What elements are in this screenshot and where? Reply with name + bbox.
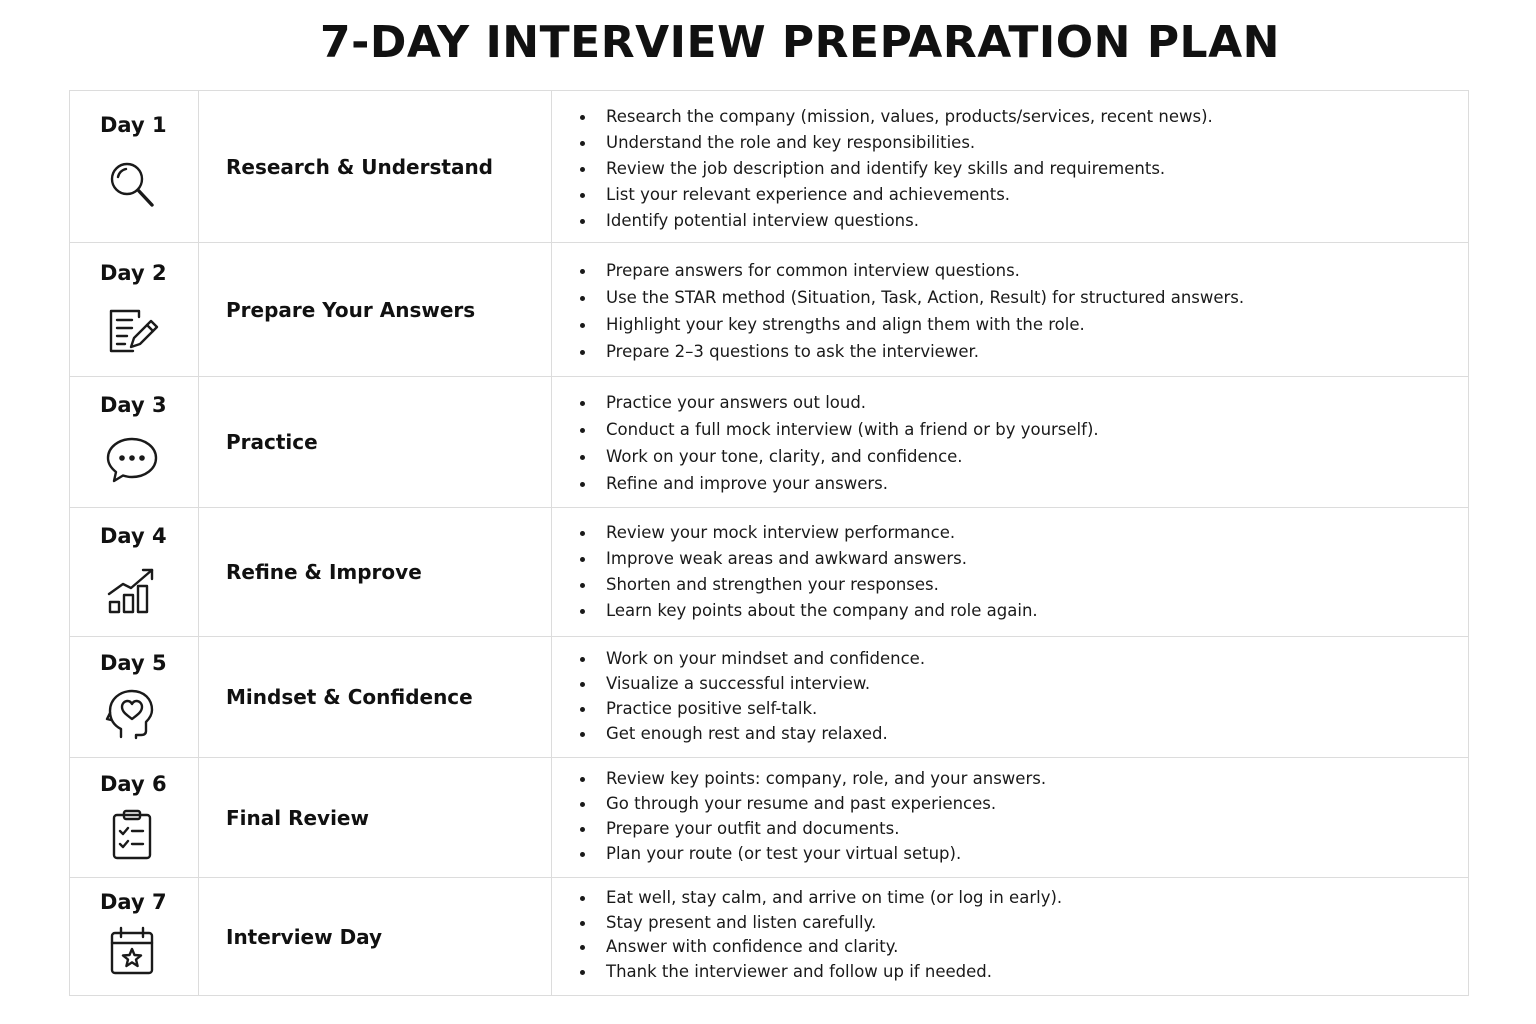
topic-label: Practice [226, 430, 318, 454]
task-list [576, 389, 1099, 497]
day-label: Day 5 [100, 651, 167, 675]
list-item: Go through your resume and past experiences. [576, 791, 1046, 816]
list-item: Conduct a full mock interview (with a friend or by yourself). [576, 416, 1099, 443]
topic-cell [199, 758, 552, 877]
list-item: Highlight your key strengths and align them with the role. [576, 311, 1244, 338]
day-label: Day 2 [100, 261, 167, 285]
list-item: Use the STAR method (Situation, Task, Action, Result) for structured answers. [576, 284, 1244, 311]
list-item: Improve weak areas and awkward answers. [576, 546, 1038, 572]
topic-cell [199, 377, 552, 507]
topic-label: Mindset & Confidence [226, 685, 473, 709]
list-item: Identify potential interview questions. [576, 208, 1213, 234]
list-item: Prepare 2–3 questions to ask the interviewer. [576, 338, 1244, 365]
task-list [576, 766, 1046, 866]
day-cell [70, 91, 199, 242]
list-item: Refine and improve your answers. [576, 470, 1099, 497]
list-item: Learn key points about the company and role again. [576, 598, 1038, 624]
topic-cell [199, 91, 552, 242]
list-item: Prepare answers for common interview questions. [576, 257, 1244, 284]
list-item: Answer with confidence and clarity. [576, 935, 1062, 960]
list-item: List your relevant experience and achievements. [576, 182, 1213, 208]
table-row [70, 637, 1468, 758]
table-row [70, 243, 1468, 377]
clipboard-checklist-icon [105, 808, 159, 862]
day-label: Day 1 [100, 113, 167, 137]
topic-cell [199, 243, 552, 376]
topic-cell [199, 878, 552, 995]
tasks-cell [552, 878, 1468, 995]
magnifying-glass-icon [105, 157, 159, 211]
list-item: Eat well, stay calm, and arrive on time (or log in early). [576, 886, 1062, 911]
topic-label: Prepare Your Answers [226, 297, 476, 322]
table-row [70, 377, 1468, 508]
list-item: Thank the interviewer and follow up if needed. [576, 960, 1062, 985]
tasks-cell [552, 91, 1468, 242]
tasks-cell [552, 758, 1468, 877]
list-item: Prepare your outfit and documents. [576, 816, 1046, 841]
topic-label: Research & Understand [226, 154, 493, 179]
page-title: 7-DAY INTERVIEW PREPARATION PLAN [320, 17, 1280, 68]
list-item: Stay present and listen carefully. [576, 911, 1062, 936]
list-item: Practice positive self-talk. [576, 696, 925, 721]
list-item: Get enough rest and stay relaxed. [576, 721, 925, 746]
list-item: Shorten and strengthen your responses. [576, 572, 1038, 598]
document-pencil-icon [105, 303, 159, 357]
list-item: Understand the role and key responsibilities. [576, 130, 1213, 156]
plan-table [69, 90, 1469, 996]
day-label: Day 7 [100, 890, 167, 914]
topic-label: Interview Day [226, 924, 383, 949]
list-item: Review the job description and identify key skills and requirements. [576, 156, 1213, 182]
day-cell [70, 758, 199, 877]
table-row [70, 758, 1468, 878]
task-list [576, 886, 1062, 984]
task-list [576, 646, 925, 746]
day-cell [70, 637, 199, 757]
topic-label: Refine & Improve [226, 560, 422, 584]
table-row [70, 878, 1468, 995]
speech-bubble-icon [105, 433, 159, 487]
calendar-star-icon [105, 924, 159, 978]
table-row [70, 508, 1468, 637]
day-cell [70, 878, 199, 995]
task-list [576, 520, 1038, 624]
day-label: Day 6 [100, 772, 167, 796]
tasks-cell [552, 637, 1468, 757]
task-list [576, 257, 1244, 365]
topic-cell [199, 508, 552, 636]
head-heart-icon [105, 687, 159, 741]
tasks-cell [552, 508, 1468, 636]
day-cell [70, 243, 199, 376]
day-cell [70, 508, 199, 636]
list-item: Plan your route (or test your virtual setup). [576, 841, 1046, 866]
task-list [576, 104, 1213, 234]
growth-chart-icon [105, 564, 159, 618]
list-item: Work on your mindset and confidence. [576, 646, 925, 671]
tasks-cell [552, 243, 1468, 376]
list-item: Review key points: company, role, and your answers. [576, 766, 1046, 791]
table-row [70, 91, 1468, 243]
list-item: Work on your tone, clarity, and confidence. [576, 443, 1099, 470]
day-cell [70, 377, 199, 507]
list-item: Practice your answers out loud. [576, 389, 1099, 416]
day-label: Day 3 [100, 393, 167, 417]
list-item: Visualize a successful interview. [576, 671, 925, 696]
topic-label: Final Review [226, 805, 369, 830]
tasks-cell [552, 377, 1468, 507]
list-item: Review your mock interview performance. [576, 520, 1038, 546]
list-item: Research the company (mission, values, products/services, recent news). [576, 104, 1213, 130]
day-label: Day 4 [100, 524, 167, 548]
topic-cell [199, 637, 552, 757]
